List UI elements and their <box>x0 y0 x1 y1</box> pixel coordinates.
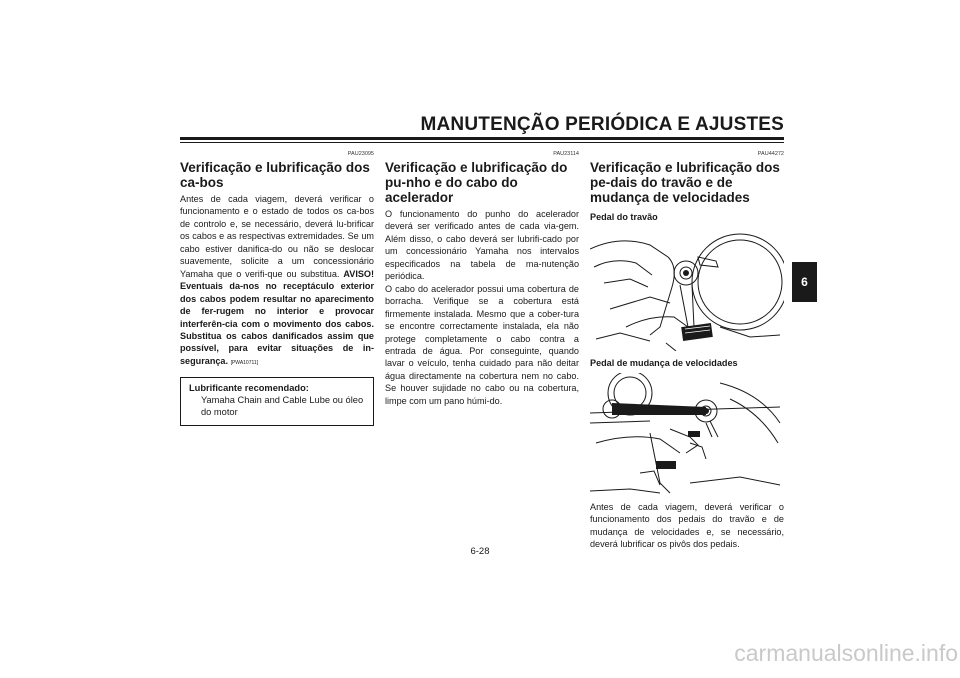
lube-box-title: Lubrificante recomendado: <box>189 383 309 394</box>
lube-box-value: Yamaha Chain and Cable Lube ou óleo do motor <box>201 395 364 418</box>
section-paragraph-2: O cabo do acelerador possui uma cobertura de borracha. Verifique se a cobertura está firmemente instalada. Mesmo que a cober-tura se encontre correctamente instalada, ela não protege completamente o cabo contra a entrada de água. Por conseguinte, quando lavar o veículo, tenha cuidado para não deitar água directamente na cobertura nem no cabo. Se houver sujidade no cabo ou na cobertura, limpe com um pano húmi-do. <box>385 283 579 406</box>
section-paragraph-1: O funcionamento do punho do acelerador deverá ser verificado antes de cada via-gem. Além disso, o cabo deverá ser lubrifi-cado por um concessionário Yamaha nos intervalos especificados na tabela de ma-nutenção periódica. <box>385 209 579 282</box>
recommended-lubricant-box <box>180 377 374 426</box>
body-text: Antes de cada viagem, deverá verificar o funcionamento e o estado de todos os ca-bos de controlo e, se necessário, deverá lu-brificar os cabos e as respectivas extremidades. Se um cabo estiver danifica-do ou não se deslocar suavemente, solicite a um concessionário Yamaha que o verifi-que ou substitua. <box>180 194 374 279</box>
header-rule-thin <box>180 142 784 143</box>
section-pedals <box>590 150 784 551</box>
shift-pedal-illustration <box>590 373 784 501</box>
section-title: Verificação e lubrificação dos ca-bos <box>180 160 370 190</box>
section-body: Antes de cada viagem, deverá verificar o funcionamento dos pedais do travão e de mudança de velocidades e, se necessário, deverá lubrificar os pivôs dos pedais. <box>590 502 784 550</box>
shift-pedal-heading: Pedal de mudança de velocidades <box>590 358 738 368</box>
section-ref-code: PAU23114 <box>553 151 579 157</box>
section-cables <box>180 150 374 426</box>
section-body <box>180 193 374 369</box>
section-ref-code: PAU44272 <box>757 151 784 157</box>
page-header-title: MANUTENÇÃO PERIÓDICA E AJUSTES <box>420 114 784 135</box>
brake-pedal-heading: Pedal do travão <box>590 212 658 222</box>
section-title: Verificação e lubrificação dos pe-dais do travão e de mudança de velocidades <box>590 160 780 205</box>
brake-pedal-illustration <box>590 227 784 351</box>
warning-text: AVISO! Eventuais da-nos no receptáculo exterior dos cabos podem resultar no aparecimento de fer-rugem no interior e provocar interferên-cia com o movimento dos cabos. Substitua os cabos danificados assim que possível, para evitar situações de in-segurança. <box>180 268 375 366</box>
section-throttle <box>385 150 579 407</box>
chapter-tab: 6 <box>792 262 817 302</box>
page-number: 6-28 <box>470 546 490 557</box>
section-title: Verificação e lubrificação do pu-nho e do cabo do acelerador <box>385 160 568 205</box>
section-ref-code: PAU23095 <box>347 151 374 157</box>
header-rule <box>180 137 784 140</box>
watermark: carmanualsonline.info <box>734 640 958 666</box>
warning-code: [PWA10711] <box>230 359 259 366</box>
